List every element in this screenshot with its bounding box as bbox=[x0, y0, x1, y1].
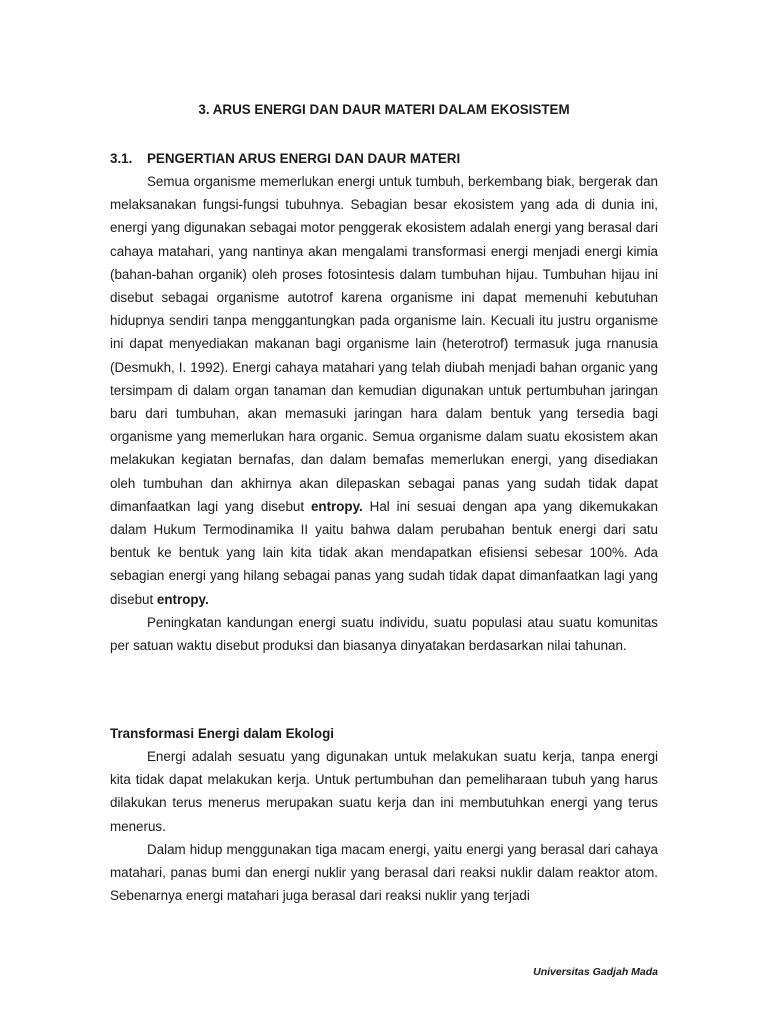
subsection-body bbox=[110, 745, 658, 907]
section-body bbox=[110, 170, 658, 657]
section-heading bbox=[110, 147, 460, 170]
paragraph-text: Semua organisme memerlukan energi untuk tumbuh, berkembang biak, bergerak dan melaksanakan fungsi-fungsi tubuhnya. Sebagian besar ekosistem yang ada di dunia ini, energi yang digunakan sebagai motor penggerak ekosistem adalah energi yang berasal dari cahaya matahari, yang nantinya akan mengalami transformasi energi menjadi energi kimia (bahan-bahan organik) oleh proses fotosintesis dalam tumbuhan hijau. Tumbuhan hijau ini disebut sebagai organisme autotrof karena organisme ini dapat memenuhi kebutuhan hidupnya sendiri tanpa menggantungkan pada organisme lain. Kecuali itu justru organisme ini dapat menyediakan makanan bagi organisme lain (heterotrof) termasuk juga rnanusia (Desmukh, I. 1992). Energi cahaya matahari yang telah diubah menjadi bahan organic yang tersimpam di dalam organ tanaman dan kemudian digunakan untuk pertumbuhan jaringan baru dari tumbuhan, akan memasuki jaringan hara dalam bentuk yang tersedia bagi organisme yang memerlukan hara organic. Semua organisme dalam suatu ekosistem akan melakukan kegiatan bernafas, dan dalam bemafas memerlukan energi, yang disediakan oleh tumbuhan dan akhirnya akan dilepaskan sebagai panas yang sudah tidak dapat dimanfaatkan lagi yang disebut bbox=[110, 174, 658, 514]
section-heading-text: PENGERTIAN ARUS ENERGI DAN DAUR MATERI bbox=[147, 151, 461, 166]
paragraph-text: Hal ini sesuai dengan apa yang dikemukakan dalam Hukum Termodinamika II yaitu bahwa dalam perubahan bentuk energi dari satu bentuk ke bentuk yang lain kita tidak akan mendapatkan efisiensi sebesar 100%. Ada sebagian energi yang hilang sebagai panas yang sudah tidak dapat dimanfaatkan lagi yang disebut bbox=[110, 498, 658, 607]
term-entropy: entropy. bbox=[156, 591, 209, 607]
section-number: 3.1. bbox=[110, 151, 133, 166]
paragraph bbox=[110, 170, 658, 611]
paragraph: Peningkatan kandungan energi suatu individu, suatu populasi atau suatu komunitas per satuan waktu disebut produksi dan biasanya dinyatakan berdasarkan nilai tahunan. bbox=[110, 614, 658, 654]
term-entropy: entropy. bbox=[310, 498, 363, 514]
document-title: 3. ARUS ENERGI DAN DAUR MATERI DALAM EKOSISTEM bbox=[198, 102, 570, 117]
page-footer: Universitas Gadjah Mada bbox=[533, 966, 658, 978]
subsection-heading: Transformasi Energi dalam Ekologi bbox=[110, 726, 334, 741]
paragraph: Dalam hidup menggunakan tiga macam energi, yaitu energi yang berasal dari cahaya matahari, panas bumi dan energi nuklir yang berasal dari reaksi nuklir dalam reaktor atom. Sebenarnya energi matahari juga berasal dari reaksi nuklir yang terjadi bbox=[110, 841, 658, 904]
paragraph: Energi adalah sesuatu yang digunakan untuk melakukan suatu kerja, tanpa energi kita tidak dapat melakukan kerja. Untuk pertumbuhan dan pemeliharaan tubuh yang harus dilakukan terus menerus merupakan suatu kerja dan ini membutuhkan energi yang terus menerus. bbox=[110, 749, 658, 834]
